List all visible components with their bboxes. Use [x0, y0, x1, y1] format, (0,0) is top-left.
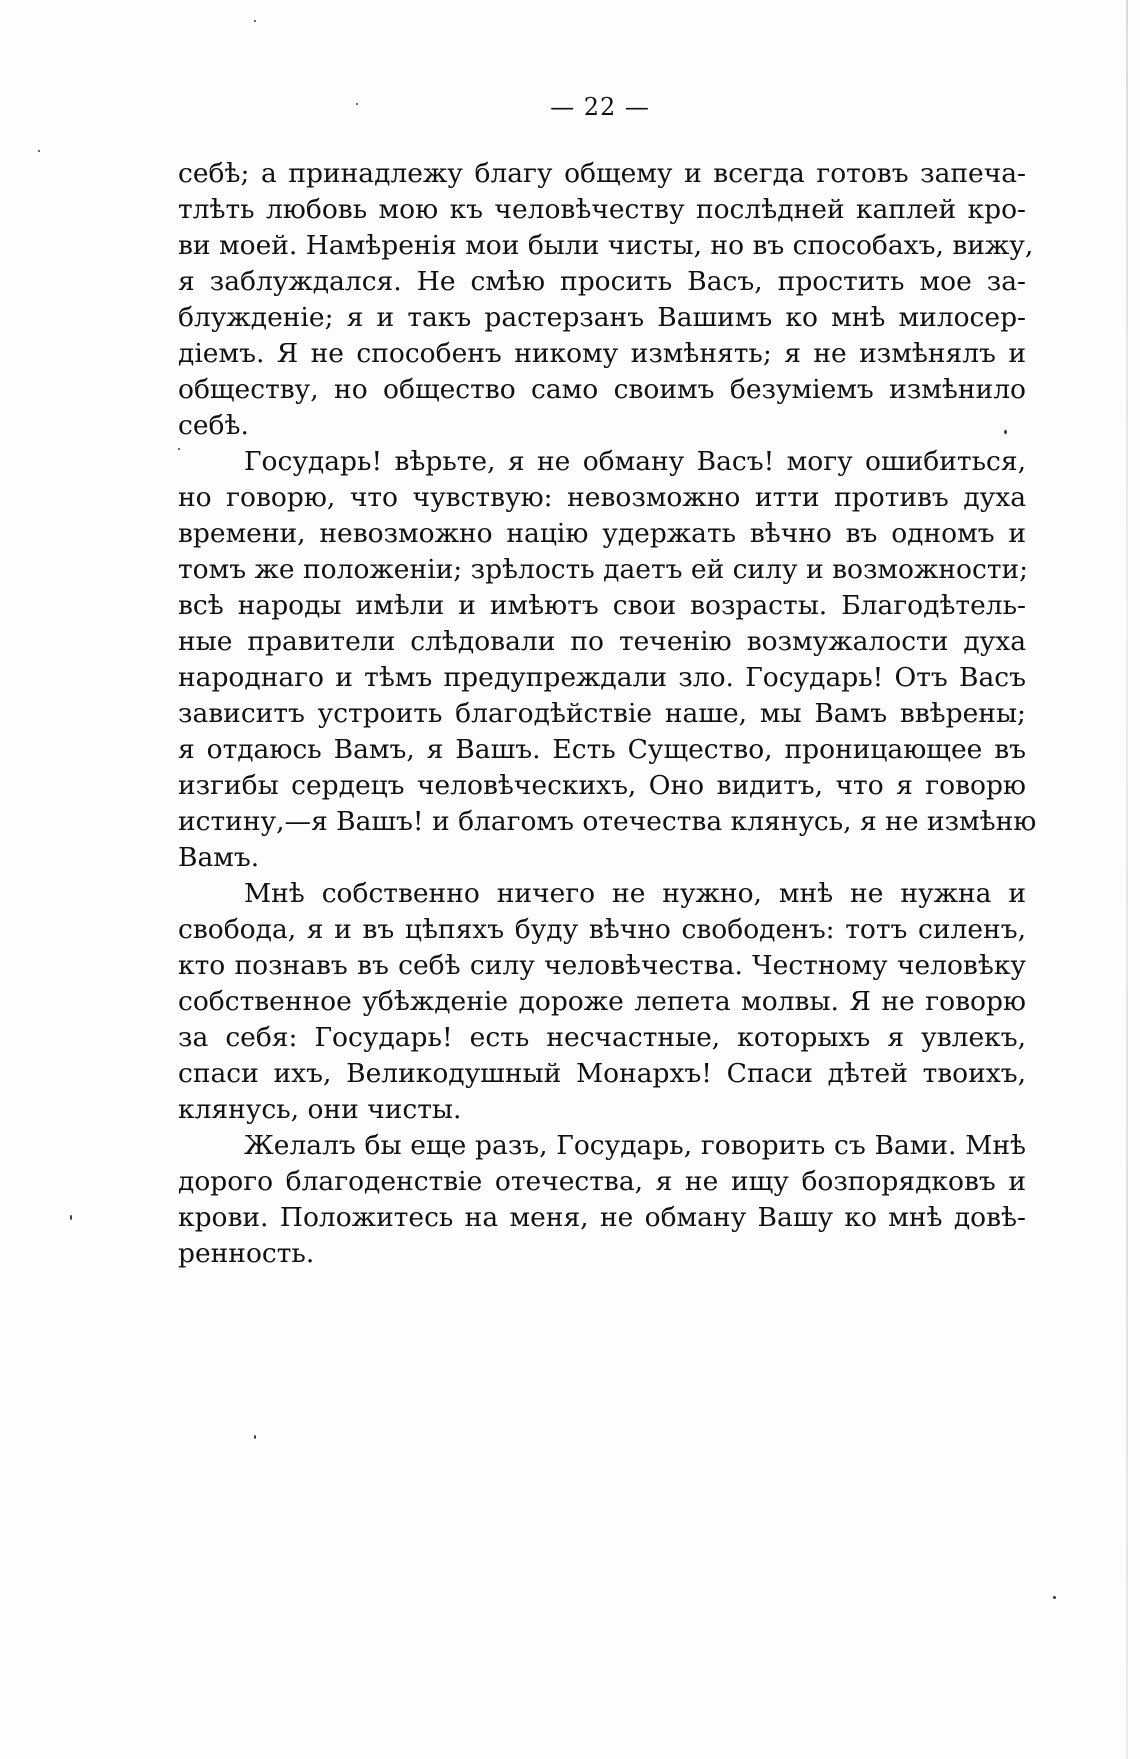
page-number: — 22 —	[550, 93, 650, 121]
text-line: Вамъ.	[178, 842, 260, 873]
scan-speck	[1053, 1596, 1056, 1599]
text-line: ренность.	[178, 1238, 315, 1269]
text-line: Государь! вѣрьте, я не обману Васъ! могу ошибиться,	[244, 446, 1026, 477]
paragraph-1	[178, 156, 1034, 444]
text-line: всѣ народы имѣли и имѣютъ свои возрасты. Благодѣтель-	[178, 590, 1026, 621]
text-line: времени, невозможно націю удержать вѣчно въ одномъ и	[178, 518, 1026, 549]
paragraph-3	[178, 876, 1026, 1128]
paragraph-2	[178, 444, 1037, 876]
text-line: ные правители слѣдовали по теченію возмужалости духа	[178, 626, 1026, 657]
scan-speck	[356, 103, 358, 105]
text-line: собственное убѣжденіе дороже лепета молвы. Я не говорю	[178, 986, 1026, 1017]
text-line: дорого благоденствіе отечества, я не ищу бозпорядковъ и	[178, 1166, 1026, 1197]
text-line: тлѣть любовь мою къ человѣчеству послѣдней каплей кро-	[178, 194, 1026, 225]
text-line: свобода, я и въ цѣпяхъ буду вѣчно свободенъ: тотъ силенъ,	[178, 914, 1026, 945]
text-line: истину,—я Вашъ! и благомъ отечества клянусь, я не измѣню	[178, 806, 1037, 837]
text-line: себѣ; а принадлежу благу общему и всегда готовъ запеча-	[178, 158, 1026, 189]
scan-speck	[178, 448, 180, 450]
text-line: томъ же положеніи; зрѣлость даетъ ей силу и возможности;	[178, 554, 1029, 585]
text-line: изгибы сердецъ человѣческихъ, Оно видитъ, что я говорю	[178, 770, 1026, 801]
text-line: я отдаюсь Вамъ, я Вашъ. Есть Существо, проницающее въ	[178, 734, 1026, 765]
scan-speck	[254, 20, 256, 22]
text-line: Мнѣ собственно ничего не нужно, мнѣ не нужна и	[244, 878, 1026, 909]
text-line: Желалъ бы еще разъ, Государь, говорить съ Вами. Мнѣ	[244, 1130, 1026, 1161]
text-line: зависитъ устроить благодѣйствіе наше, мы Вамъ ввѣрены;	[178, 698, 1026, 729]
scan-speck	[38, 150, 40, 152]
text-line: но говорю, что чувствую: невозможно итти противъ духа	[178, 482, 1026, 513]
text-line: спаси ихъ, Великодушный Монархъ! Спаси дѣтей твоихъ,	[178, 1058, 1026, 1089]
text-line: за себя: Государь! есть несчастные, которыхъ я увлекъ,	[178, 1022, 1026, 1053]
paragraph-4	[178, 1128, 1026, 1272]
scan-speck	[254, 1435, 256, 1439]
text-line: я заблуждался. Не смѣю просить Васъ, простить мое за-	[178, 266, 1026, 297]
letter-text	[178, 156, 1037, 1272]
text-line: себѣ.	[178, 410, 249, 441]
text-line: кто познавъ въ себѣ силу человѣчества. Честному человѣку	[178, 950, 1026, 981]
text-line: ви моей. Намѣренія мои были чисты, но въ способахъ, вижу,	[178, 230, 1034, 261]
text-line: обществу, но общество само своимъ безуміемъ измѣнило	[178, 374, 1026, 405]
text-line: блужденіе; я и такъ растерзанъ Вашимъ ко мнѣ милосер-	[178, 302, 1026, 333]
text-line: крови. Положитесь на меня, не обману Вашу ко мнѣ довѣ-	[178, 1202, 1026, 1233]
text-line: народнаго и тѣмъ предупреждали зло. Государь! Отъ Васъ	[178, 662, 1026, 693]
text-line: клянусь, они чисты.	[178, 1094, 462, 1125]
text-line: діемъ. Я не способенъ никому измѣнять; я не измѣнялъ и	[178, 338, 1026, 369]
scan-speck	[70, 1215, 72, 1220]
page-edge-shadow	[1126, 0, 1128, 1759]
scan-speck	[1004, 430, 1007, 434]
